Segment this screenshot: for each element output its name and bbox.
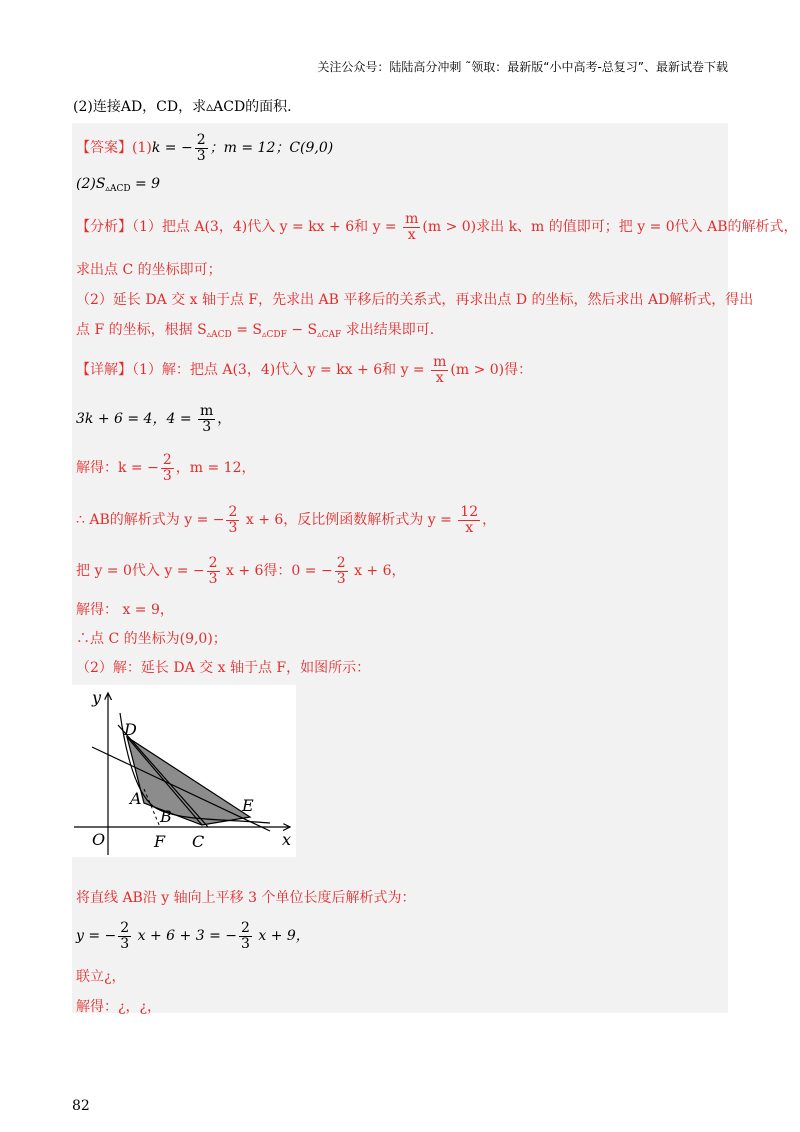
analysis-line-2: 求出点 C 的坐标即可； [76,262,222,278]
answer-line-2 [76,176,160,194]
detail-sub-fraction [207,556,220,586]
detail-shift-eq [76,921,310,951]
answer-part2: (2)S [76,176,106,192]
answer-part1-prefix: (1) [132,140,152,157]
analysis-line4-sub1: ▵ACD [206,330,232,340]
detail-sol1-den: 3 [162,467,172,484]
detail-ab-den: 3 [228,519,238,536]
detail-part2: （2）解：延长 DA 交 x 轴于点 F，如图所示： [76,660,371,676]
detail-sol1-fraction [161,453,174,483]
detail-shift-num2: 2 [241,920,250,936]
detail-sub-den2: 3 [336,570,346,587]
detail-sub-c: x + 6， [349,563,406,580]
label-f: F [154,832,166,851]
analysis-fraction [403,212,420,242]
label-o: O [92,830,106,849]
analysis-frac-den: x [407,226,416,243]
label-e: E [242,796,254,815]
label-a: A [130,789,142,808]
detail-shift: 将直线 AB沿 y 轴向上平移 3 个单位长度后解析式为： [76,890,416,906]
analysis-line1-a: （1）把点 A(3，4)代入 y = kx + 6和 y = [132,219,402,236]
detail-ab-fraction-2 [458,505,480,535]
detail-ab-den2: x [465,519,474,536]
detail-fraction [431,355,448,385]
answer-k-text: k = − [151,140,193,157]
label-d: D [124,720,137,739]
detail-shift-eq-c: x + 9， [253,928,310,945]
detail-sub-fraction-2 [335,556,348,586]
answer-rest: ；m = 12；C(9,0) [209,140,334,157]
detail-ab-line [76,505,496,535]
detail-ab-num: 2 [228,504,238,520]
detail-ab-c: ， [482,512,497,529]
analysis-line-3: （2）延长 DA 交 x 轴于点 F，先求出 AB 平移后的关系式，再求出点 D 的坐标，然后求出 AD解析式，得出 [76,292,754,308]
detail-ab-a: ∴ AB的解析式为 y = − [76,512,225,529]
detail-eq1-b: ， [217,411,232,428]
page-number: 82 [72,1098,90,1114]
detail-shift-fraction-2 [239,921,252,951]
analysis-line1-b: (m > 0)求出 k、m 的值即可；把 y = 0代入 AB的解析式， [422,219,798,236]
shaded-triangle-acd [127,737,250,825]
detail-eq1 [76,404,231,434]
analysis-line4-sub2: ▵CDF [262,330,287,340]
detail-sol1 [76,453,256,483]
detail-shift-eq-b: x + 6 + 3 = − [133,928,237,945]
detail-frac-num: m [433,354,447,370]
detail-sub-num: 2 [208,555,218,571]
analysis-line4-a: 点 F 的坐标，根据 S [76,322,207,338]
detail-eq1-a: 3k + 6 = 4，4 = [76,411,197,428]
detail-sol1-b: ，m = 12， [175,460,256,477]
answer-part2-val: = 9 [130,176,161,192]
detail-ab-b: x + 6，反比例函数解析式为 y = [241,512,457,529]
detail-shift-den: 3 [120,935,130,952]
label-x: x [282,830,292,849]
detail-tag: 【详解】 [76,362,132,379]
detail-ab-num2: 12 [460,504,479,520]
detail-ab-fraction [226,505,239,535]
analysis-line4-sub3: ▵CAF [317,330,342,340]
detail-line-1 [76,355,532,385]
detail-sub-b: x + 6得：0 = − [221,563,333,580]
line-de [92,747,270,831]
analysis-line-4 [76,319,434,340]
detail-sub-num2: 2 [336,555,346,571]
answer-k-num: 2 [196,132,206,148]
analysis-line4-d: 求出结果即可. [341,322,435,338]
detail-frac-den: x [435,369,444,386]
detail-shift-den2: 3 [241,935,250,952]
analysis-line-1 [76,212,798,242]
detail-c-coord: ∴点 C 的坐标为(9,0)； [76,631,227,647]
label-b: B [160,807,172,826]
detail-sub-den: 3 [208,570,218,587]
detail-line1-b: (m > 0)得： [450,362,533,379]
detail-eq1-num: m [200,403,214,419]
detail-shift-num: 2 [120,920,130,936]
detail-lianli: 联立¿， [76,969,126,985]
label-c: C [192,832,205,851]
detail-sol1-a: 解得：k = − [76,460,159,477]
answer-tag: 【答案】 [76,140,132,157]
detail-sol2: 解得： x = 9， [76,602,174,618]
figure-svg [72,685,296,857]
detail-jiede: 解得：¿，¿， [76,999,162,1015]
analysis-line4-c: − S [286,322,318,338]
geometry-figure [72,685,296,857]
detail-shift-eq-a: y = − [76,928,117,945]
question-text: (2)连接AD，CD，求▵ACD的面积. [73,99,292,115]
detail-line1-a: （1）解：把点 A(3，4)代入 y = kx + 6和 y = [132,362,430,379]
detail-eq1-den: 3 [202,418,212,435]
analysis-tag: 【分析】 [76,219,132,236]
answer-k-den: 3 [196,147,206,164]
detail-sub-a: 把 y = 0代入 y = − [76,563,205,580]
label-y: y [92,688,102,707]
analysis-frac-num: m [405,211,419,227]
analysis-line4-b: = S [231,322,263,338]
answer-k-fraction [195,133,208,163]
answer-part2-sub: ▵ACD [105,184,131,194]
page-header: 关注公众号：陆陆高分冲刺 ˜领取：最新版“小中高考-总复习”、最新试卷下载 [317,60,728,74]
detail-eq1-fraction [198,404,215,434]
detail-sol1-num: 2 [162,452,172,468]
answer-line-1 [76,133,333,163]
detail-sub-line [76,556,406,586]
detail-shift-fraction [118,921,131,951]
